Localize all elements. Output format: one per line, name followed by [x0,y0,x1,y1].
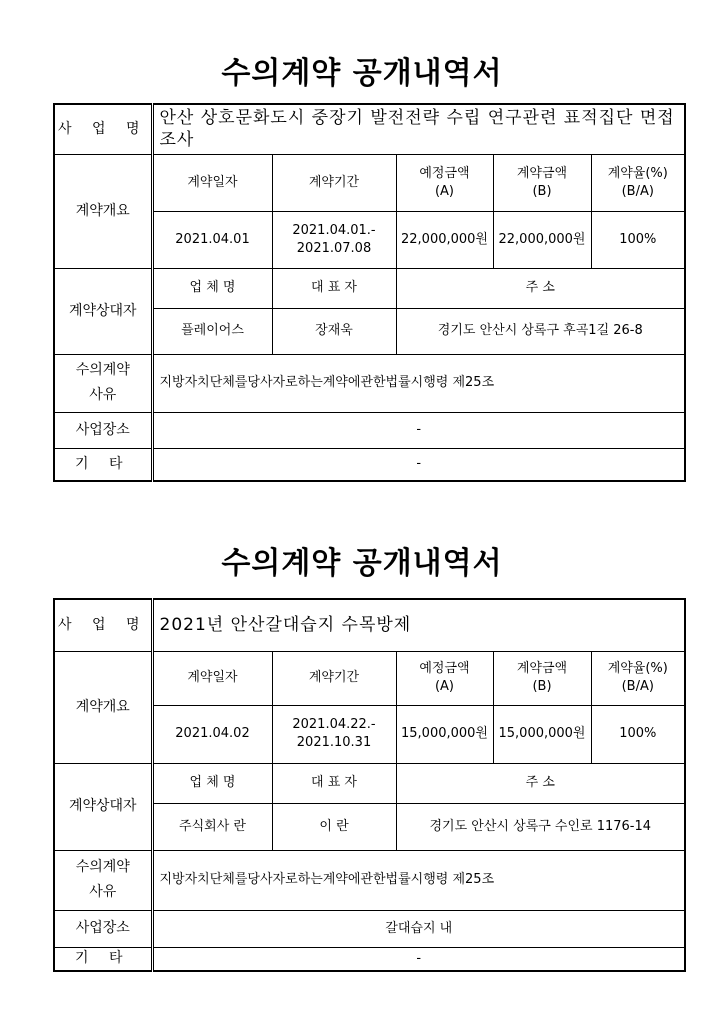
business-place-value: - [152,412,685,448]
col-header-address: 주 소 [396,268,685,308]
representative-value: 장재욱 [272,308,396,354]
col-header-contract-period: 계약기간 [272,651,396,705]
contract-period-value [272,705,396,763]
etc-value: - [152,448,685,481]
estimated-amount-value: 22,000,000원 [396,211,493,268]
col-header-contract-rate [591,154,685,211]
col-header-contract-amount [493,154,591,211]
col-header-estimated-amount [396,651,493,705]
contract-overview-label: 계약개요 [54,154,152,268]
reason-label-line2: 사유 [89,387,117,403]
business-name-label: 사 업 명 [54,599,152,651]
document-title: 수의계약 공개내역서 [221,56,503,91]
estimated-amount-symbol: (A) [434,679,455,694]
etc-label: 기 타 [54,947,152,971]
contract-overview-header-row [54,651,685,705]
reason-label-line2: 사유 [89,884,117,900]
address-value: 경기도 안산시 상록구 수인로 1176-14 [396,803,685,850]
col-header-company: 업 체 명 [152,268,272,308]
col-header-address: 주 소 [396,763,685,803]
business-place-label: 사업장소 [54,910,152,947]
business-name-row [54,104,685,154]
contract-overview-header-row [54,154,685,211]
contract-rate-label: 계약율(%) [607,165,668,181]
etc-row [54,448,685,481]
contract-rate-value: 100% [591,211,685,268]
contract-party-label: 계약상대자 [54,763,152,850]
etc-row [54,947,685,971]
period-start: 2021.04.01.- [292,222,376,238]
reason-row [54,354,685,412]
contract-date-value: 2021.04.01 [152,211,272,268]
reason-value: 지방자치단체를당사자로하는계약에관한법률시행령 제25조 [152,850,685,910]
business-name-value: 2021년 안산갈대습지 수목방제 [152,599,685,651]
reason-label [54,354,152,412]
contract-date-value: 2021.04.02 [152,705,272,763]
representative-value: 이 란 [272,803,396,850]
reason-row [54,850,685,910]
col-header-contract-rate [591,651,685,705]
party-header-row [54,763,685,803]
contract-amount-label: 계약금액 [516,165,568,181]
col-header-contract-date: 계약일자 [152,154,272,211]
contract-period-value [272,211,396,268]
business-name-value: 안산 상호문화도시 중장기 발전전략 수립 연구관련 표적집단 면접조사 [152,104,685,154]
place-row [54,910,685,947]
estimated-amount-label: 예정금액 [419,165,470,181]
estimated-amount-label: 예정금액 [419,661,470,677]
place-row [54,412,685,448]
reason-value: 지방자치단체를당사자로하는계약에관한법률시행령 제25조 [152,354,685,412]
col-header-contract-amount [493,651,591,705]
contract-amount-value: 15,000,000원 [493,705,591,763]
address-value: 경기도 안산시 상록구 후곡1길 26-8 [396,308,685,354]
reason-label-line1: 수의계약 [75,858,130,875]
business-place-label: 사업장소 [54,412,152,448]
contract-disclosure-table [53,598,686,972]
contract-amount-symbol: (B) [532,679,552,694]
period-end: 2021.10.31 [296,735,372,750]
col-header-contract-date: 계약일자 [152,651,272,705]
contract-amount-value: 22,000,000원 [493,211,591,268]
contract-party-label: 계약상대자 [54,268,152,354]
contract-overview-label: 계약개요 [54,651,152,763]
col-header-representative: 대 표 자 [272,268,396,308]
contract-rate-label: 계약율(%) [607,661,668,677]
col-header-company: 업 체 명 [152,763,272,803]
period-end: 2021.07.08 [296,240,372,256]
document-title: 수의계약 공개내역서 [221,546,503,581]
contract-rate-value: 100% [591,705,685,763]
estimated-amount-value: 15,000,000원 [396,705,493,763]
contract-amount-symbol: (B) [532,183,552,199]
contract-amount-label: 계약금액 [516,661,568,677]
col-header-estimated-amount [396,154,493,211]
business-place-value: 갈대습지 내 [152,910,685,947]
company-value: 플레이어스 [152,308,272,354]
reason-label-line1: 수의계약 [75,361,130,378]
reason-label [54,850,152,910]
contract-rate-formula: (B/A) [621,183,654,199]
col-header-representative: 대 표 자 [272,763,396,803]
party-header-row [54,268,685,308]
period-start: 2021.04.22.- [292,717,376,733]
contract-rate-formula: (B/A) [621,679,654,694]
business-name-label: 사 업 명 [54,104,152,154]
contract-disclosure-table [53,103,686,482]
etc-label: 기 타 [54,448,152,481]
company-value: 주식회사 란 [152,803,272,850]
col-header-contract-period: 계약기간 [272,154,396,211]
estimated-amount-symbol: (A) [434,183,455,199]
etc-value: - [152,947,685,971]
business-name-row [54,599,685,651]
